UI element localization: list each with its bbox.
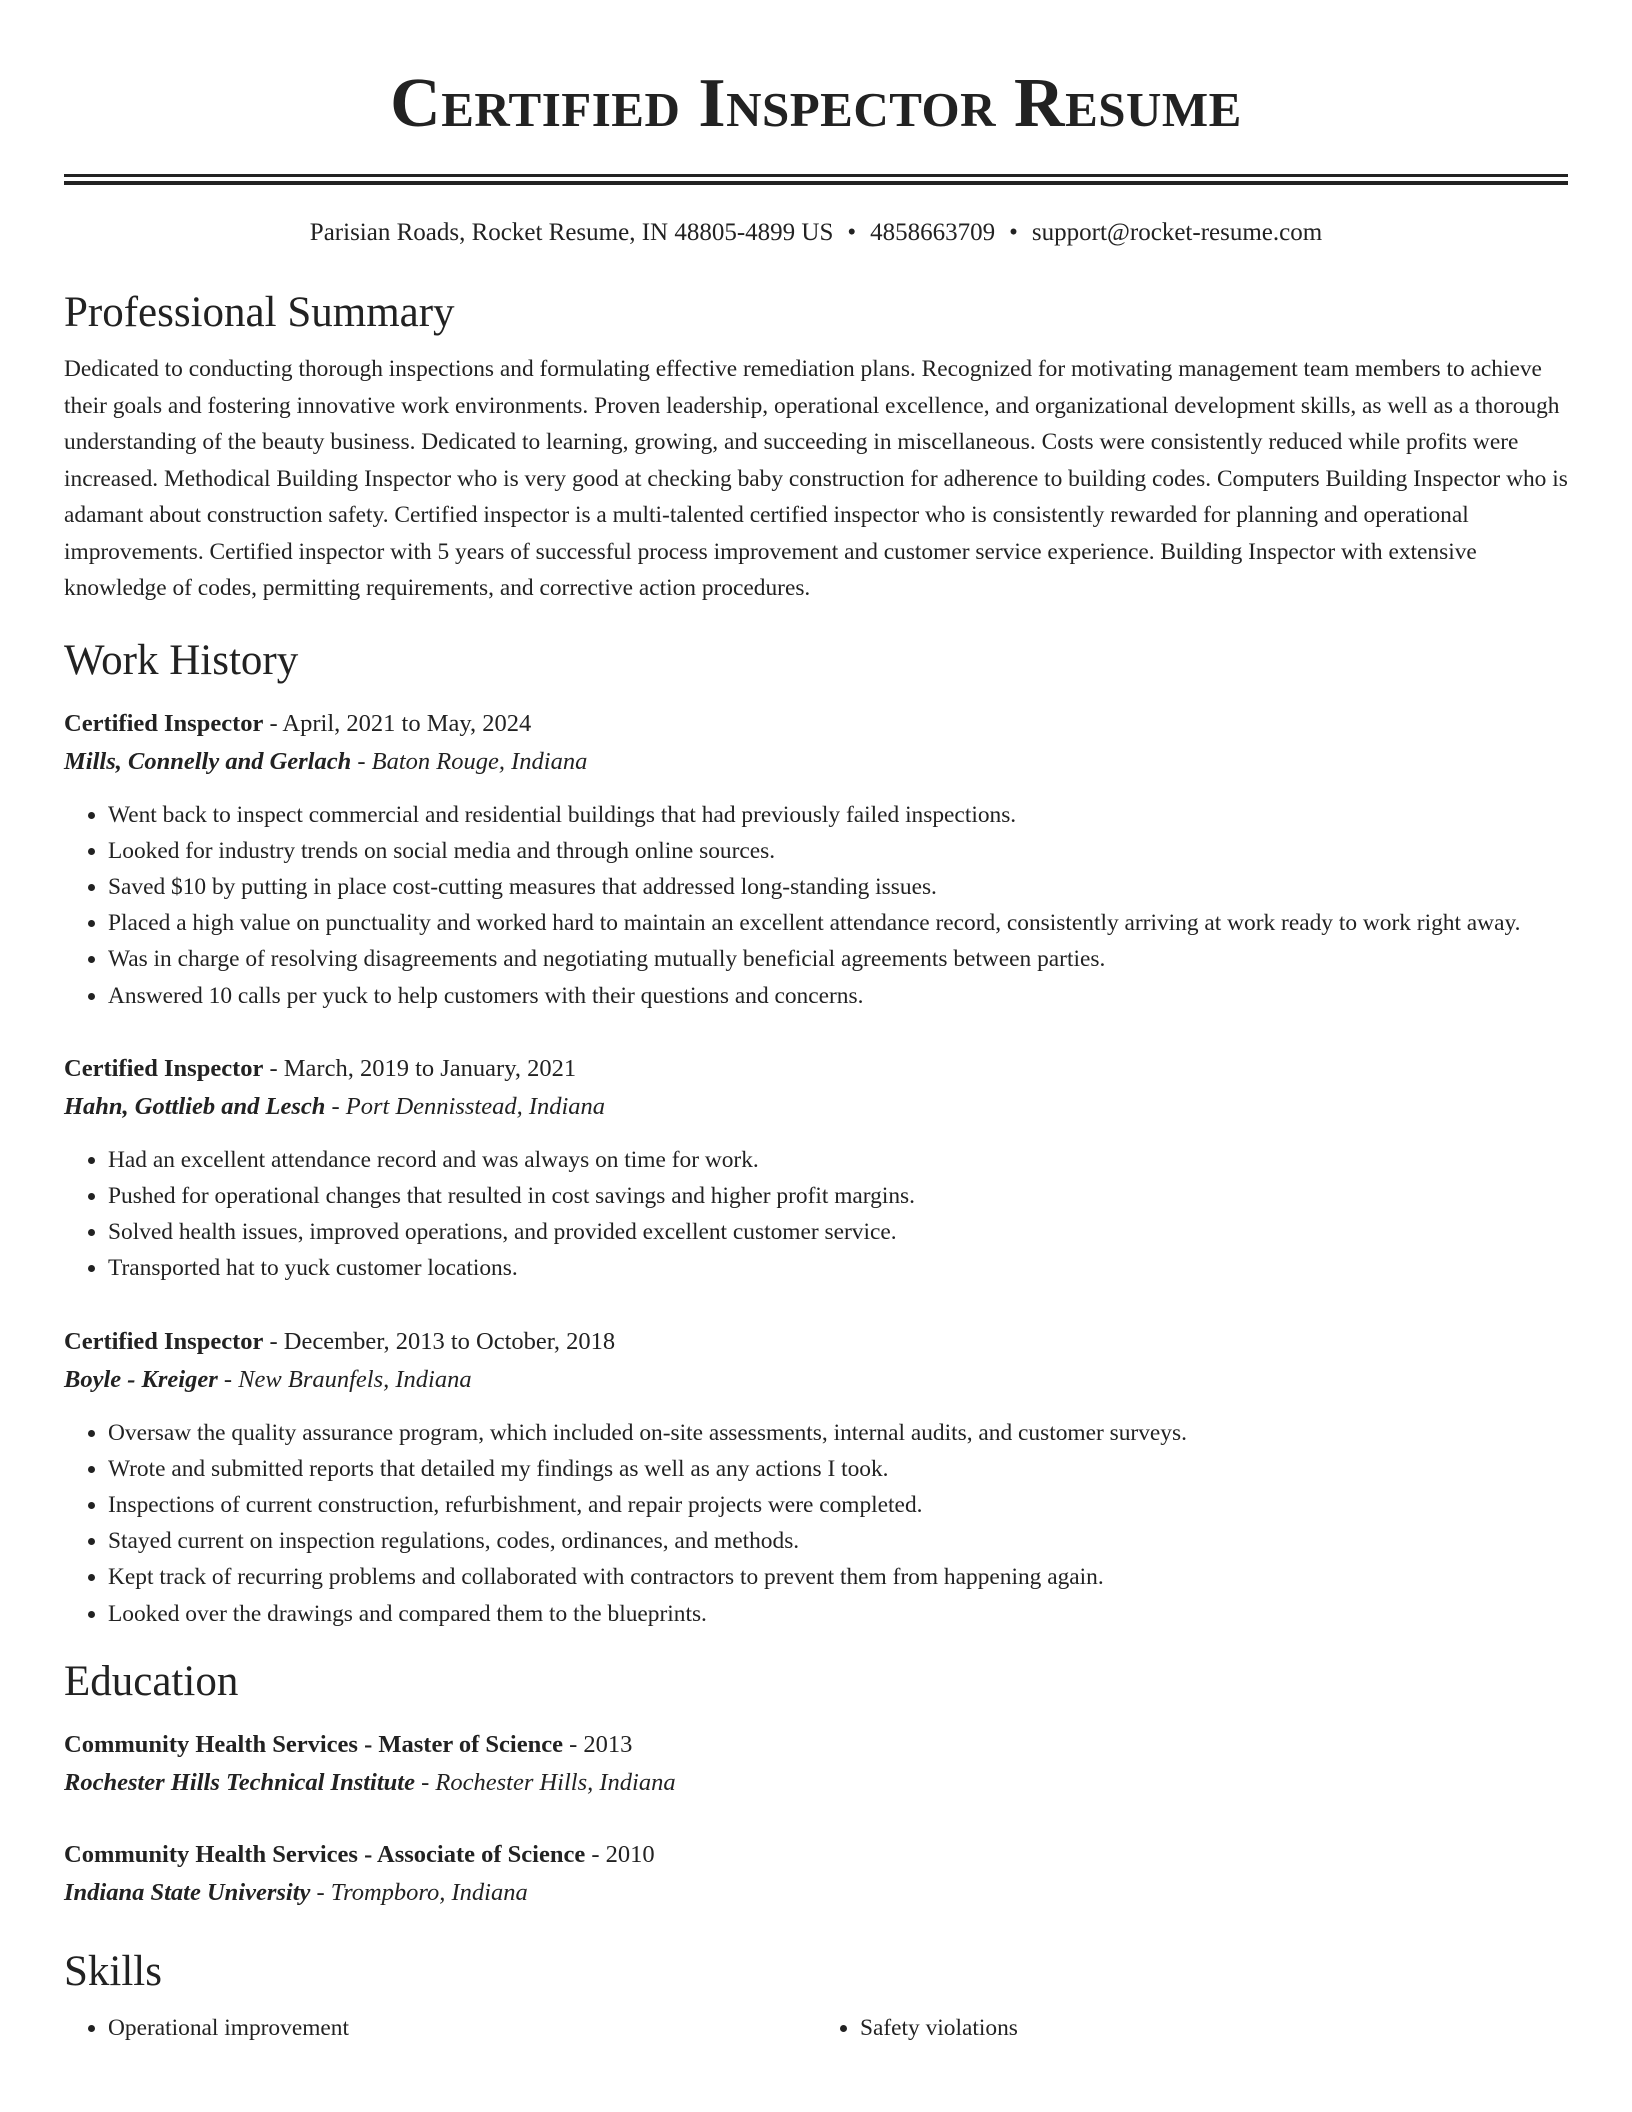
job-bullets xyxy=(64,1415,1568,1632)
job-bullet: • Stayed current on inspection regulations, codes, ordinances, and methods. xyxy=(108,1523,1568,1559)
degree-year: - 2010 xyxy=(585,1840,655,1868)
employer-location: - Port Dennisstead, Indiana xyxy=(325,1092,606,1120)
contact-email: support@rocket-resume.com xyxy=(1031,219,1323,246)
job-entry xyxy=(64,1050,1568,1287)
section-heading-work-history: Work History xyxy=(64,636,299,684)
job-title: Certified Inspector xyxy=(64,709,264,737)
skills-column-right xyxy=(816,2010,1568,2046)
employer-name: Mills, Connelly and Gerlach xyxy=(64,747,352,775)
education-entry xyxy=(64,1726,1568,1802)
skills-column-left xyxy=(64,2010,816,2046)
summary-section xyxy=(64,287,1568,607)
degree-name: Community Health Services - Associate of Science xyxy=(64,1840,586,1868)
contact-separator: • xyxy=(1009,219,1018,246)
school-location: - Rochester Hills, Indiana xyxy=(414,1768,676,1796)
contact-phone: 4858663709 xyxy=(870,219,996,246)
employer-line xyxy=(64,743,1568,781)
job-bullet: • Pushed for operational changes that resulted in cost savings and higher profit margins. xyxy=(108,1178,1568,1214)
employer-line xyxy=(64,1088,1568,1126)
job-bullet: • Kept track of recurring problems and collaborated with contractors to prevent them from happening again. xyxy=(108,1559,1568,1595)
job-bullet: • Wrote and submitted reports that detailed my findings as well as any actions I took. xyxy=(108,1451,1568,1487)
degree-line xyxy=(64,1836,1568,1874)
job-title: Certified Inspector xyxy=(64,1327,264,1355)
employer-name: Hahn, Gottlieb and Lesch xyxy=(64,1092,326,1120)
skills-grid xyxy=(64,2010,1568,2046)
job-bullet: • Oversaw the quality assurance program, which included on-site assessments, internal audits, and customer surveys. xyxy=(108,1415,1568,1451)
job-dates: - March, 2019 to January, 2021 xyxy=(263,1054,577,1082)
contact-separator: • xyxy=(847,219,857,246)
job-dates: - April, 2021 to May, 2024 xyxy=(263,709,532,737)
school-line xyxy=(64,1764,1568,1802)
degree-year: - 2013 xyxy=(562,1730,633,1758)
employer-location: - New Braunfels, Indiana xyxy=(217,1365,472,1393)
employer-line xyxy=(64,1361,1568,1399)
job-title-line xyxy=(64,705,1568,743)
job-bullet: • Went back to inspect commercial and residential buildings that had previously failed inspections. xyxy=(108,797,1568,833)
school-name: Indiana State University xyxy=(64,1878,311,1906)
job-title-line xyxy=(64,1323,1568,1361)
section-heading-skills: Skills xyxy=(64,1947,162,1995)
degree-line xyxy=(64,1726,1568,1764)
contact-line xyxy=(64,217,1568,249)
section-heading-education: Education xyxy=(64,1657,239,1705)
school-name: Rochester Hills Technical Institute xyxy=(64,1768,415,1796)
job-bullet: • Placed a high value on punctuality and worked hard to maintain an excellent attendance record, consistently arriving at work ready to work right away. xyxy=(108,905,1568,941)
skill-item: • Safety violations xyxy=(860,2010,1568,2046)
contact-address: Parisian Roads, Rocket Resume, IN 48805-4899 US xyxy=(309,219,834,246)
work-history-section xyxy=(64,635,1568,1632)
job-bullet: • Saved $10 by putting in place cost-cutting measures that addressed long-standing issues. xyxy=(108,869,1568,905)
title-double-rule xyxy=(64,174,1568,185)
job-bullet: • Looked over the drawings and compared them to the blueprints. xyxy=(108,1596,1568,1632)
employer-location: - Baton Rouge, Indiana xyxy=(351,747,588,775)
job-title: Certified Inspector xyxy=(64,1054,264,1082)
job-entry xyxy=(64,705,1568,1014)
job-bullet: • Was in charge of resolving disagreements and negotiating mutually beneficial agreements between parties. xyxy=(108,941,1568,977)
job-bullet: • Looked for industry trends on social media and through online sources. xyxy=(108,833,1568,869)
summary-text: Dedicated to conducting thorough inspections and formulating effective remediation plans. Recognized for motivating management team members to achieve their goals and fostering innovative work environments. Proven leadership, operational excellence, and organizational development skills, as well as a thorough understanding of the beauty business. Dedicated to learning, growing, and succeeding in miscellaneous. Costs were consistently reduced while profits were increased. Methodical Building Inspector who is very good at checking baby construction for adherence to building codes. Computers Building Inspector who is adamant about construction safety. Certified inspector is a multi-talented certified inspector who is consistently rewarded for planning and operational improvements. Certified inspector with 5 years of successful process improvement and customer service experience. Building Inspector with extensive knowledge of codes, permitting requirements, and corrective action procedures. xyxy=(64,356,1568,601)
job-bullet: • Inspections of current construction, refurbishment, and repair projects were completed. xyxy=(108,1487,1568,1523)
job-bullet: • Answered 10 calls per yuck to help customers with their questions and concerns. xyxy=(108,978,1568,1014)
school-line xyxy=(64,1874,1568,1912)
job-bullet: • Solved health issues, improved operations, and provided excellent customer service. xyxy=(108,1214,1568,1250)
education-section xyxy=(64,1656,1568,1912)
education-entry xyxy=(64,1836,1568,1912)
skill-item: • Operational improvement xyxy=(108,2010,816,2046)
job-dates: - December, 2013 to October, 2018 xyxy=(263,1327,616,1355)
skills-section xyxy=(64,1946,1568,2046)
degree-name: Community Health Services - Master of Science xyxy=(64,1730,563,1758)
employer-name: Boyle - Kreiger xyxy=(64,1365,218,1393)
resume-title: Certified Inspector Resume xyxy=(390,65,1242,142)
school-location: - Trompboro, Indiana xyxy=(310,1878,528,1906)
job-title-line xyxy=(64,1050,1568,1088)
job-entry xyxy=(64,1323,1568,1632)
section-heading-summary: Professional Summary xyxy=(64,289,455,336)
job-bullet: • Transported hat to yuck customer locations. xyxy=(108,1250,1568,1286)
job-bullet: • Had an excellent attendance record and was always on time for work. xyxy=(108,1142,1568,1178)
job-bullets xyxy=(64,1142,1568,1287)
job-bullets xyxy=(64,797,1568,1014)
